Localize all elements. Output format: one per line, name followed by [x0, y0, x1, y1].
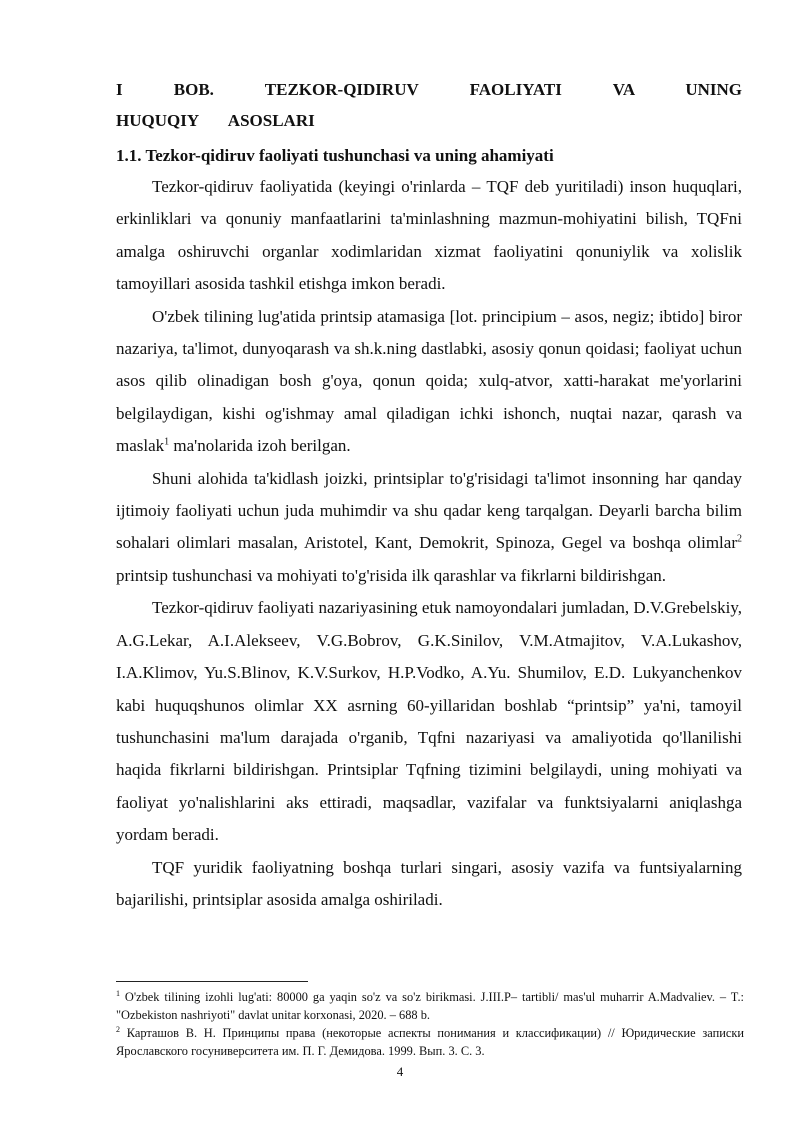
footnote-mark-2: 2	[116, 1024, 120, 1034]
footnote-1	[116, 988, 744, 1024]
footnotes	[116, 988, 744, 1060]
page-body	[116, 74, 742, 916]
footnote-ref-1[interactable]: 1	[164, 436, 170, 448]
page-number: 4	[396, 1064, 404, 1079]
footnote-1-text: O'zbek tilining izohli lug'ati: 80000 ga yaqin so'z va so'z birikmasi. J.III.P– tartibli/ mas'ul muharrir A.Madvaliev. – T.: "Ozbekiston nashriyoti" davlat unitar korxonasi, 2020. – 688 b.	[116, 990, 744, 1022]
footnote-2-text: Карташов В. Н. Принципы права (некоторые аспекты понимания и классификации) // Юридические записки Ярославского госуниверситета им. П. Г. Демидова. 1999. Вып. 3. С. 3.	[116, 1026, 744, 1058]
footnote-2	[116, 1024, 744, 1060]
footnote-ref-2[interactable]: 2	[737, 533, 742, 545]
paragraph-3-tail: printsip tushunchasi va mohiyati to'g'risida ilk qarashlar va fikrlarni bildirishgan.	[116, 565, 667, 585]
paragraph-2-text: O'zbek tilining lug'atida printsip atamasiga [lot. principium – asos, negiz; ibtido] biror nazariya, ta'limot, dunyoqarash va sh.k.ning dastlabki, asosiy qonun qoidasi; faoliyat uchun asos qilib olinadigan bosh g'oya, qonun qoida; xulq-atvor, xatti-harakat me'yorlarini belgilaydigan, kishi og'ishmay amal qiladigan ichki ishonch, nuqtai nazar, qarash va maslak	[116, 306, 742, 456]
footnote-mark-1: 1	[116, 988, 120, 998]
paragraph-2	[116, 301, 742, 463]
chapter-title: I BOB. TEZKOR-QIDIRUV FAOLIYATI VA UNING HUQUQIY ASOSLARI	[116, 80, 742, 130]
paragraph-1: Tezkor-qidiruv faoliyatida (keyingi o'rinlarda – TQF deb yuritiladi) inson huquqlari, erkinliklari va qonuniy manfaatlarini ta'minlashning mazmun-mohiyatini bilish, TQFni amalga oshiruvchi organlar xodimlaridan xizmat faoliyatini qonuniylik va xolislik tamoyillari asosida tashkil etishga imkon beradi.	[116, 177, 742, 294]
paragraph-5: TQF yuridik faoliyatning boshqa turlari singari, asosiy vazifa va funtsiyalarning bajarilishi, printsiplar asosida amalga oshiriladi.	[116, 857, 742, 909]
paragraph-3-text: Shuni alohida ta'kidlash joizki, printsiplar to'g'risidagi ta'limot insonning har qanday ijtimoiy faoliyati uchun juda muhimdir va shu qadar keng tarqalgan. Deyarli barcha bilim sohalari olimlari masalan, Aristotel, Kant, Demokrit, Spinoza, Gegel va boshqa olimlar	[116, 468, 742, 553]
paragraph-2-tail: ma'nolarida izoh berilgan.	[169, 436, 351, 456]
paragraph-4: Tezkor-qidiruv faoliyati nazariyasining etuk namoyondalari jumladan, D.V.Grebelskiy, A.G.Lekar, A.I.Alekseev, V.G.Bobrov, G.K.Sinilov, V.M.Atmajitov, V.A.Lukashov, I.A.Klimov, Yu.S.Blinov, K.V.Surkov, H.P.Vodko, A.Yu. Shumilov, E.D. Lukyanchenkov kabi huquqshunos olimlar XX asrning 60-yillaridan boshlab “printsip” ya'ni, tamoyil tushunchasini ma'lum darajada o'rganib, Tqfni nazariyasi va amaliyotida qo'llanilishi haqida fikrlarni bildirishgan. Printsiplar Tqfning tizimini belgilaydi, uning mohiyati va faoliyat yo'nalishlarini aks ettiradi, maqsadlar, vazifalar va funktsiyalarni aniqlashga yordam beradi.	[116, 598, 742, 845]
section-title: 1.1. Tezkor-qidiruv faoliyati tushunchasi va uning ahamiyati	[116, 146, 554, 165]
footnote-divider	[116, 981, 308, 982]
paragraph-3	[116, 463, 742, 593]
